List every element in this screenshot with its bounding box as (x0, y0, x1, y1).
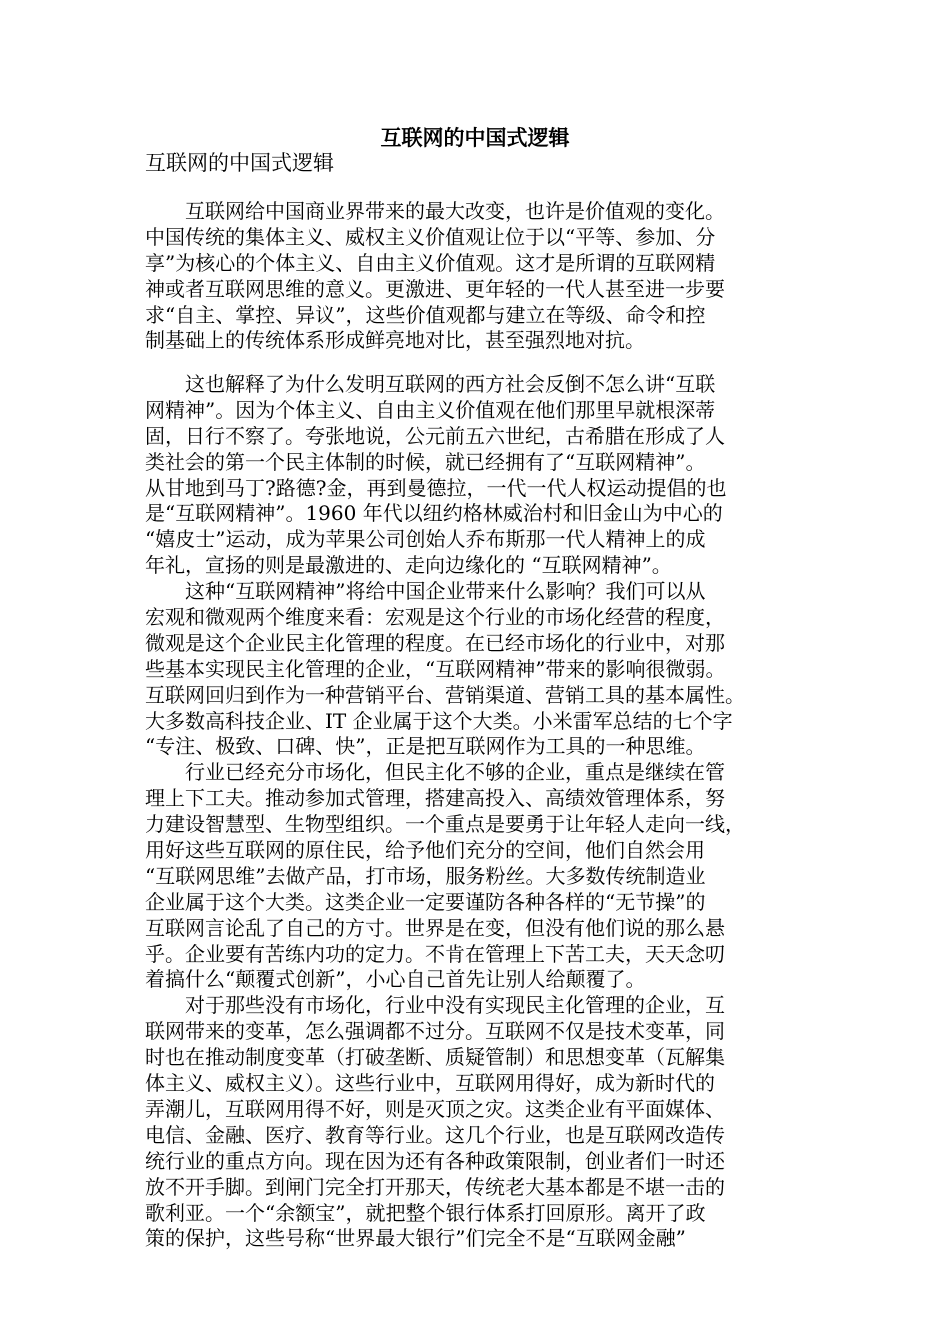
intro-paragraph (145, 199, 825, 354)
text-line: 是“互联网精神”。1960 年代以纽约格林威治村和旧金山为中心的 (145, 501, 723, 526)
text-line: 互联网言论乱了自己的方寸。世界是在变，但没有他们说的那么悬 (145, 915, 725, 940)
text-line: 互联网给中国商业界带来的最大改变，也许是价值观的变化。 (145, 199, 725, 223)
text-line: 些基本实现民主化管理的企业，“互联网精神”带来的影响很微弱。 (145, 656, 726, 681)
text-line: 弄潮儿，互联网用得不好，则是灭顶之灾。这类企业有平面媒体、 (145, 1096, 725, 1121)
text-line: 制基础上的传统体系形成鲜亮地对比，甚至强烈地对抗。 (145, 328, 645, 353)
text-line: 类社会的第一个民主体制的时候，就已经拥有了“互联网精神”。 (145, 449, 706, 474)
text-line: 歌利亚。一个“余额宝”，就把整个银行体系打回原形。离开了政 (145, 1200, 706, 1225)
text-line: 行业已经充分市场化，但民主化不够的企业，重点是继续在管 (145, 760, 725, 785)
text-line: “嬉皮士”运动，成为苹果公司创始人乔布斯那一代人精神上的成 (145, 527, 706, 552)
text-line: 神或者互联网思维的意义。更激进、更年轻的一代人甚至进一步要 (145, 276, 725, 301)
text-line: 从甘地到马丁?路德?金，再到曼德拉，一代一代人权运动提倡的也 (145, 475, 727, 500)
text-line: 放不开手脚。到闸门完全打开那天，传统老大基本都是不堪一击的 (145, 1174, 725, 1199)
text-line: 大多数高科技企业、IT 企业属于这个大类。小米雷军总结的七个字 (145, 708, 733, 733)
text-line: 这也解释了为什么发明互联网的西方社会反倒不怎么讲“互联 (145, 372, 716, 396)
text-line: 固，日行不察了。夸张地说，公元前五六世纪，古希腊在形成了人 (145, 423, 725, 448)
text-line: 中国传统的集体主义、威权主义价值观让位于以“平等、参加、分 (145, 224, 716, 249)
text-line: 理上下工夫。推动参加式管理，搭建高投入、高绩效管理体系，努 (145, 786, 725, 811)
text-line: 对于那些没有市场化，行业中没有实现民主化管理的企业，互 (145, 993, 725, 1018)
text-line: “专注、极致、口碑、快”，正是把互联网作为工具的一种思维。 (145, 734, 706, 759)
text-line: 时也在推动制度变革（打破垄断、质疑管制）和思想变革（瓦解集 (145, 1045, 725, 1070)
text-line: 着搞什么“颠覆式创新”，小心自己首先让别人给颠覆了。 (145, 967, 646, 992)
text-line: 网精神”。因为个体主义、自由主义价值观在他们那里早就根深蒂 (145, 397, 716, 422)
text-line: 力建设智慧型、生物型组织。一个重点是要勇于让年轻人走向一线， (145, 812, 745, 837)
text-line: 享”为核心的个体主义、自由主义价值观。这才是所谓的互联网精 (145, 250, 716, 275)
text-line: 体主义、威权主义）。这些行业中，互联网用得好，成为新时代的 (145, 1071, 715, 1096)
text-line: 年礼，宣扬的则是最激进的、走向边缘化的 “互联网精神”。 (145, 553, 672, 578)
text-line: 互联网回归到作为一种营销平台、营销渠道、营销工具的基本属性。 (145, 682, 745, 707)
text-line: 统行业的重点方向。现在因为还有各种政策限制，创业者们一时还 (145, 1148, 725, 1173)
text-line: 策的保护，这些号称“世界最大银行”们完全不是“互联网金融” (145, 1226, 686, 1251)
document-subtitle: 互联网的中国式逻辑 (145, 151, 334, 175)
text-line: 企业属于这个大类。这类企业一定要谨防各种各样的“无节操”的 (145, 889, 706, 914)
document-title: 互联网的中国式逻辑 (380, 126, 570, 150)
text-line: 电信、金融、医疗、教育等行业。这几个行业，也是互联网改造传 (145, 1122, 725, 1147)
text-line: 这种“互联网精神”将给中国企业带来什么影响？我们可以从 (145, 579, 706, 604)
text-line: 宏观和微观两个维度来看：宏观是这个行业的市场化经营的程度， (145, 605, 725, 630)
text-line: “互联网思维”去做产品，打市场，服务粉丝。大多数传统制造业 (145, 863, 706, 888)
body-paragraphs (145, 372, 825, 1252)
text-line: 联网带来的变革，怎么强调都不过分。互联网不仅是技术变革，同 (145, 1019, 725, 1044)
text-line: 乎。企业要有苦练内功的定力。不肯在管理上下苦工夫，天天念叨 (145, 941, 725, 966)
text-line: 用好这些互联网的原住民，给予他们充分的空间，他们自然会用 (145, 838, 705, 863)
text-line: 微观是这个企业民主化管理的程度。在已经市场化的行业中，对那 (145, 630, 725, 655)
text-line: 求“自主、掌控、异议”，这些价值观都与建立在等级、命令和控 (145, 302, 706, 327)
